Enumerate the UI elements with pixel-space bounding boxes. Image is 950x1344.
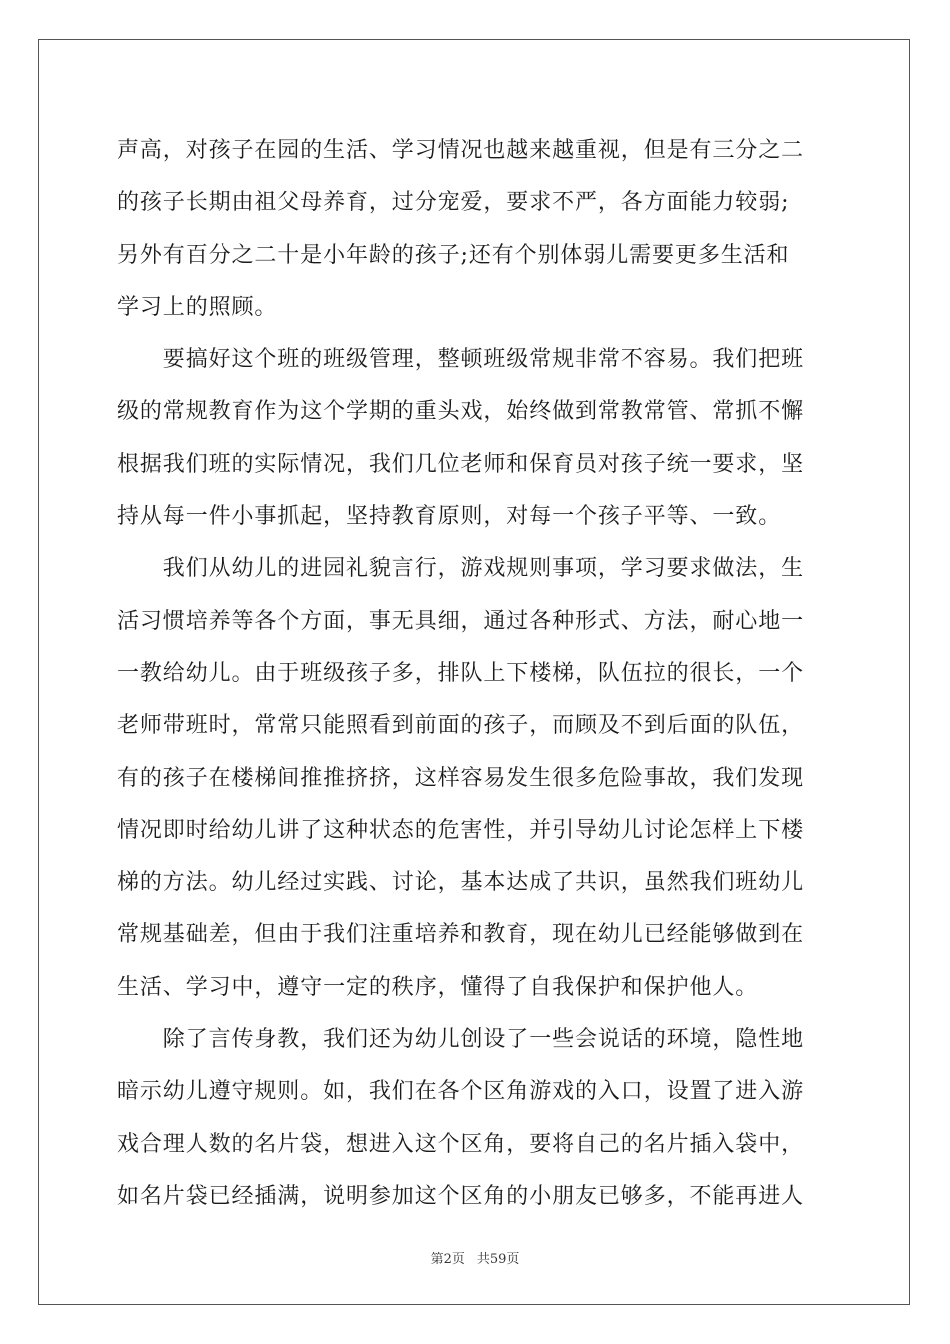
text-line: 要搞好这个班的班级管理，整顿班级常规非常不容易。我们把班 — [117, 347, 805, 373]
text-line: 根据我们班的实际情况，我们几位老师和保育员对孩子统一要求，坚 — [117, 451, 805, 477]
text-line: 暗示幼儿遵守规则。如，我们在各个区角游戏的入口，设置了进入游 — [117, 1079, 805, 1105]
page-number: 第2页 — [430, 1252, 465, 1267]
text-line: 级的常规教育作为这个学期的重头戏，始终做到常教常管、常抓不懈 — [117, 399, 805, 425]
text-line: 的孩子长期由祖父母养育，过分宠爱，要求不严，各方面能力较弱; — [117, 190, 790, 216]
text-line: 情况即时给幼儿讲了这种状态的危害性，并引导幼儿讨论怎样上下楼 — [117, 817, 805, 843]
text-line: 一教给幼儿。由于班级孩子多，排队上下楼梯，队伍拉的很长，一个 — [117, 660, 805, 686]
text-line: 我们从幼儿的进园礼貌言行，游戏规则事项，学习要求做法，生 — [117, 556, 805, 582]
text-line: 持从每一件小事抓起，坚持教育原则，对每一个孩子平等、一致。 — [117, 504, 782, 530]
text-line: 戏合理人数的名片袋，想进入这个区角，要将自己的名片插入袋中， — [117, 1131, 805, 1157]
text-line: 除了言传身教，我们还为幼儿创设了一些会说话的环境，隐性地 — [117, 1027, 805, 1053]
text-line: 活习惯培养等各个方面，事无具细，通过各种形式、方法，耐心地一 — [117, 608, 805, 634]
text-line: 学习上的照顾。 — [117, 294, 278, 320]
text-line: 梯的方法。幼儿经过实践、讨论，基本达成了共识，虽然我们班幼儿 — [117, 870, 805, 896]
text-line: 常规基础差，但由于我们注重培养和教育，现在幼儿已经能够做到在 — [117, 922, 805, 948]
body-text — [117, 125, 833, 1223]
text-line: 声高，对孩子在园的生活、学习情况也越来越重视，但是有三分之二 — [117, 138, 805, 163]
page-footer — [0, 1248, 950, 1267]
page-total: 共59页 — [476, 1252, 520, 1267]
text-line: 有的孩子在楼梯间推推挤挤，这样容易发生很多危险事故，我们发现 — [117, 765, 805, 791]
text-line: 生活、学习中，遵守一定的秩序，懂得了自我保护和保护他人。 — [117, 974, 759, 1000]
text-line: 另外有百分之二十是小年龄的孩子;还有个别体弱儿需要更多生活和 — [117, 242, 790, 268]
text-line: 老师带班时，常常只能照看到前面的孩子，而顾及不到后面的队伍， — [117, 713, 805, 739]
text-line: 如名片袋已经插满，说明参加这个区角的小朋友已够多，不能再进人 — [117, 1183, 805, 1209]
